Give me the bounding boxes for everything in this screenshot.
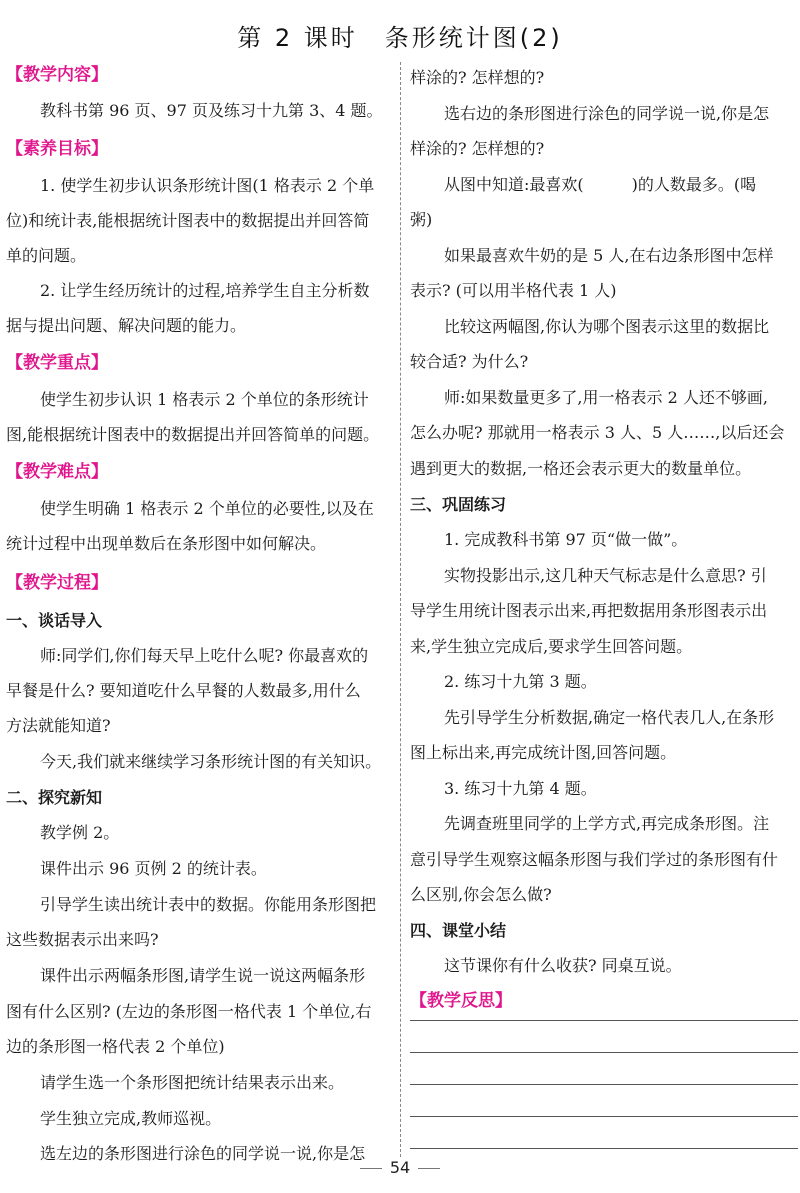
explore-line7: 边的条形图一格代表 2 个单位) [6,1037,225,1056]
right-line4: 从图中知道:最喜欢( )的人数最多。(喝 [444,175,757,194]
section-heading-practice: 三、巩固练习 [410,495,507,514]
right-line17: 2. 练习十九第 3 题。 [444,672,597,691]
right-line12: 遇到更大的数据,一格还会表示更大的数量单位。 [410,459,752,478]
goal1-line1: 1. 使学生初步认识条形统计图(1 格表示 2 个单 [40,176,375,195]
explore-line4: 这些数据表示出来吗? [6,930,159,949]
right-line10: 师:如果数量更多了,用一格表示 2 人还不够画, [444,388,768,407]
reflection-line[interactable] [410,1084,798,1085]
right-line23: 么区别,你会怎么做? [410,885,552,904]
right-line13: 1. 完成教科书第 97 页“做一做”。 [444,530,688,549]
right-line5: 粥) [410,210,433,229]
content-text: 教科书第 96 页、97 页及练习十九第 3、4 题。 [40,101,383,120]
diff-line2: 统计过程中出现单数后在条形图中如何解决。 [6,534,327,553]
right-line6: 如果最喜欢牛奶的是 5 人,在右边条形图中怎样 [444,246,774,265]
page-number-dash-right [418,1168,440,1169]
explore-line3: 引导学生读出统计表中的数据。你能用条形图把 [40,895,377,914]
goal1-line3: 单的问题。 [6,246,87,265]
section-heading-intro: 一、谈话导入 [6,611,103,630]
diff-line1: 使学生明确 1 格表示 2 个单位的必要性,以及在 [40,499,374,518]
page-title: 第 2 课时 条形统计图(2) [237,24,563,52]
explore-line2: 课件出示 96 页例 2 的统计表。 [40,859,267,878]
right-line9: 较合适? 为什么? [410,352,529,371]
section-tag-content: 【教学内容】 [6,65,108,85]
intro-line4: 今天,我们就来继续学习条形统计图的有关知识。 [40,752,382,771]
right-line19: 图上标出来,再完成统计图,回答问题。 [410,743,677,762]
page-number-dash-left [360,1168,382,1169]
right-line7: 表示? (可以用半格代表 1 人) [410,281,617,300]
column-divider [400,62,401,1157]
intro-line1: 师:同学们,你们每天早上吃什么呢? 你最喜欢的 [40,646,369,665]
right-line20: 3. 练习十九第 4 题。 [444,779,597,798]
right-line15: 导学生用统计图表示出来,再把数据用条形图表示出 [410,601,768,620]
right-line2: 选右边的条形图进行涂色的同学说一说,你是怎 [444,104,770,123]
reflection-line[interactable] [410,1020,798,1021]
section-heading-explore: 二、探究新知 [6,788,103,807]
explore-line10: 选左边的条形图进行涂色的同学说一说,你是怎 [40,1144,366,1163]
reflection-line[interactable] [410,1052,798,1053]
right-line11: 怎么办呢? 那就用一格表示 3 人、5 人……,以后还会 [410,423,785,442]
explore-line5: 课件出示两幅条形图,请学生说一说这两幅条形 [40,966,366,985]
right-line16: 来,学生独立完成后,要求学生回答问题。 [410,637,693,656]
right-line22: 意引导学生观察这幅条形图与我们学过的条形图有什 [410,850,779,869]
reflection-line[interactable] [410,1116,798,1117]
section-tag-key: 【教学重点】 [6,353,108,373]
section-heading-summary: 四、课堂小结 [410,921,507,940]
intro-line2: 早餐是什么? 要知道吃什么早餐的人数最多,用什么 [6,681,361,700]
section-tag-process: 【教学过程】 [6,573,108,593]
right-line21: 先调查班里同学的上学方式,再完成条形图。注 [444,814,770,833]
right-line14: 实物投影出示,这几种天气标志是什么意思? 引 [444,566,767,585]
intro-line3: 方法就能知道? [6,716,111,735]
key-line1: 使学生初步认识 1 格表示 2 个单位的条形统计 [40,390,369,409]
explore-line1: 教学例 2。 [40,823,120,842]
goal2-line2: 据与提出问题、解决问题的能力。 [6,316,247,335]
explore-line6: 图有什么区别? (左边的条形图一格代表 1 个单位,右 [6,1002,372,1021]
reflection-line[interactable] [410,1148,798,1149]
section-tag-reflect: 【教学反思】 [410,991,512,1011]
right-line3: 样涂的? 怎样想的? [410,139,545,158]
right-line24: 这节课你有什么收获? 同桌互说。 [444,956,682,975]
section-tag-difficult: 【教学难点】 [6,462,108,482]
page-number-value: 54 [389,1158,411,1177]
right-line8: 比较这两幅图,你认为哪个图表示这里的数据比 [444,317,770,336]
explore-line9: 学生独立完成,教师巡视。 [40,1109,222,1128]
right-line18: 先引导学生分析数据,确定一格代表几人,在条形 [444,708,775,727]
key-line2: 图,能根据统计图表中的数据提出并回答简单的问题。 [6,425,380,444]
goal1-line2: 位)和统计表,能根据统计图表中的数据提出并回答简 [6,211,370,230]
goal2-line1: 2. 让学生经历统计的过程,培养学生自主分析数 [40,281,370,300]
section-tag-goals: 【素养目标】 [6,139,108,159]
explore-line8: 请学生选一个条形图把统计结果表示出来。 [40,1073,345,1092]
page-number [0,1158,800,1177]
right-line1: 样涂的? 怎样想的? [410,68,545,87]
